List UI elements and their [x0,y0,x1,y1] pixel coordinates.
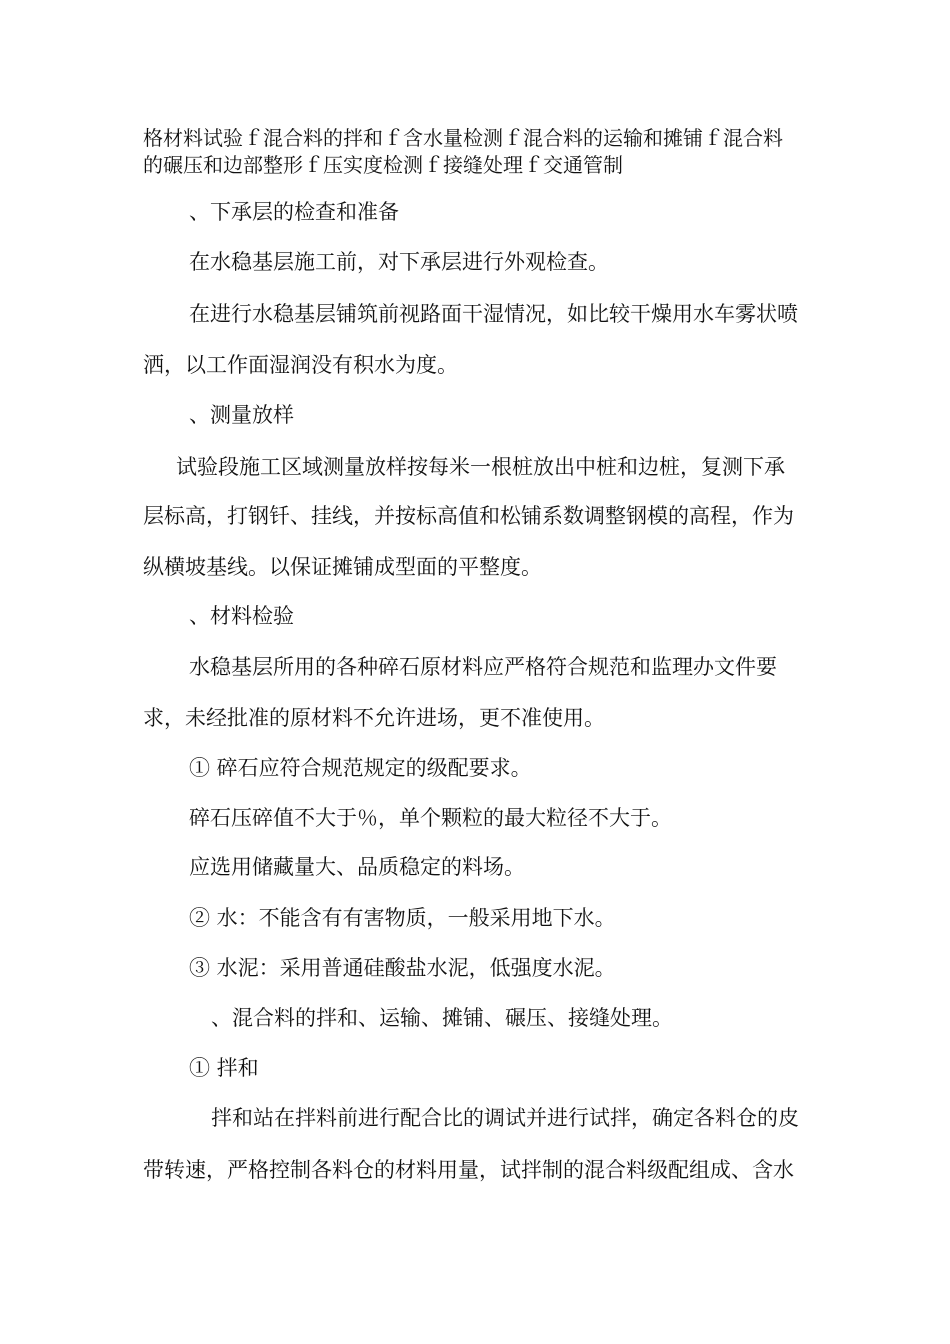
text-line-22: 带转速，严格控制各料仓的材料用量，试拌制的混合料级配组成、含水 [143,1158,794,1182]
section-heading-underlayer: 、下承层的检查和准备 [189,200,399,224]
list-item-gravel: ① 碎石应符合规范规定的级配要求。 [189,756,532,780]
text-line-1: 格材料试验ｆ混合料的拌和ｆ含水量检测ｆ混合料的运输和摊铺ｆ混合料 [143,126,783,150]
text-line-12: 水稳基层所用的各种碎石原材料应严格符合规范和监理办文件要 [189,655,777,679]
text-line-4: 在水稳基层施工前，对下承层进行外观检查。 [189,250,609,274]
text-line-6: 洒，以工作面湿润没有积水为度。 [143,353,458,377]
text-line-8: 试验段施工区域测量放样按每米一根桩放出中桩和边桩，复测下承 [176,455,785,479]
section-heading-materials: 、材料检验 [189,604,294,628]
text-line-10: 纵横坡基线。以保证摊铺成型面的平整度。 [143,555,542,579]
section-heading-mixing: 、混合料的拌和、运输、摊铺、碾压、接缝处理。 [211,1006,673,1030]
text-line-9: 层标高，打钢钎、挂线，并按标高值和松铺系数调整钢模的高程，作为 [143,504,794,528]
text-line-2: 的碾压和边部整形ｆ压实度检测ｆ接缝处理ｆ交通管制 [143,153,623,177]
list-item-mixing: ① 拌和 [189,1056,259,1080]
text-line-21: 拌和站在拌料前进行配合比的调试并进行试拌，确定各料仓的皮 [211,1106,799,1130]
text-line-15: 碎石压碎值不大于％，单个颗粒的最大粒径不大于。 [189,806,672,830]
section-heading-survey: 、测量放样 [189,403,294,427]
text-line-5: 在进行水稳基层铺筑前视路面干湿情况，如比较干燥用水车雾状喷 [189,302,798,326]
list-item-water: ② 水：不能含有有害物质，一般采用地下水。 [189,906,616,930]
list-item-cement: ③ 水泥：采用普通硅酸盐水泥，低强度水泥。 [189,956,616,980]
text-line-16: 应选用储藏量大、品质稳定的料场。 [189,855,525,879]
text-line-13: 求，未经批准的原材料不允许进场，更不准使用。 [143,706,605,730]
